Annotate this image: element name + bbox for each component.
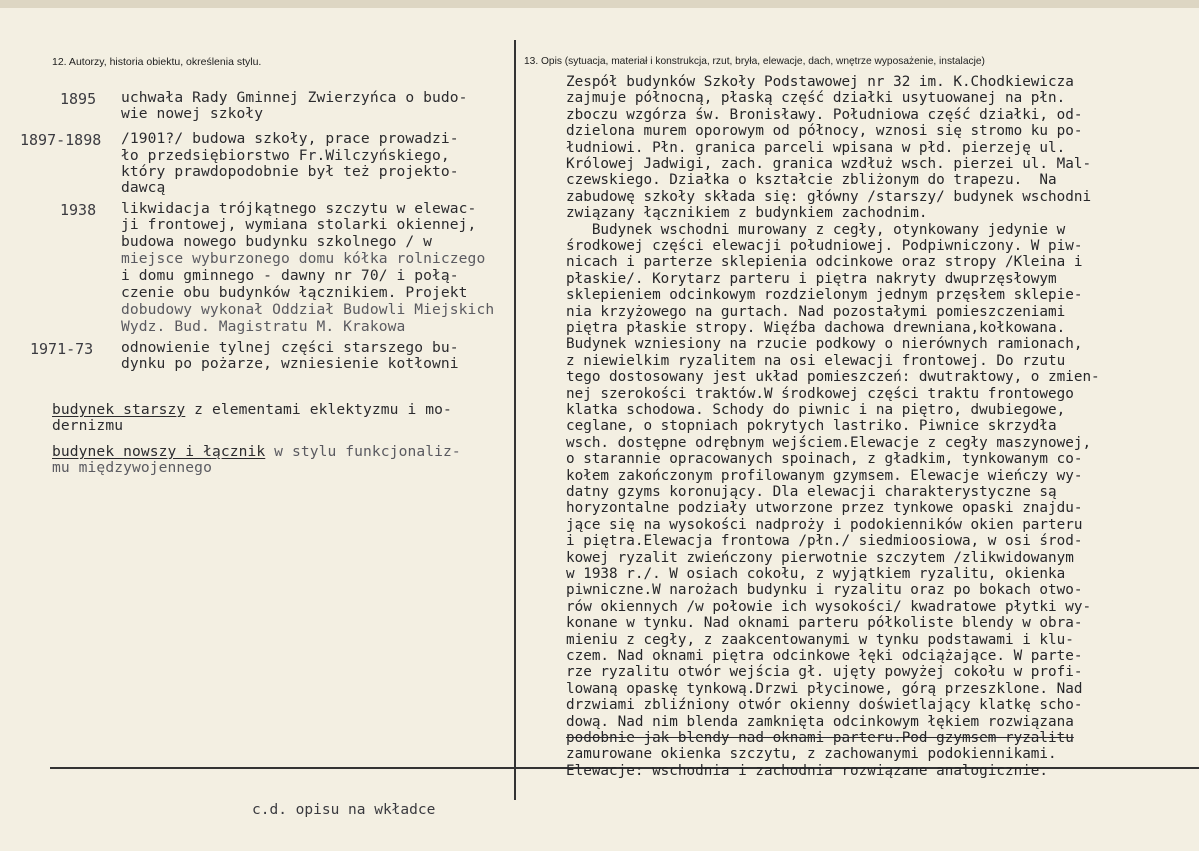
description-line: wsch. dostępne odrębnym wejściem.Elewacje z cegły maszynowej, — [566, 434, 1092, 451]
history-line: Wydz. Bud. Magistratu M. Krakowa — [121, 318, 406, 335]
history-line: ło przedsiębiorstwo Fr.Wilczyńskiego, — [121, 147, 450, 164]
description-line: o starannie opracowanych spoinach, z gładkim, tynkowanym co- — [566, 451, 1083, 468]
description-line: tego dostosowany jest układ pomieszczeń: dwutraktowy, o zmien- — [566, 369, 1100, 386]
style-entry-line2: dernizmu — [52, 417, 124, 434]
description-line: lowaną opaskę tynkową.Drzwi płycinowe, górą przeszklone. Nad — [566, 680, 1083, 697]
history-line: wie nowej szkoły — [121, 105, 264, 122]
description-line: Budynek wschodni murowany z cegły, otynkowany jedynie w — [566, 221, 1066, 238]
history-line: dynku po pożarze, wzniesienie kotłowni — [121, 355, 459, 372]
history-line: likwidacja trójkątnego szczytu w elewac- — [121, 200, 477, 217]
description-line: zamurowane okienka szczytu, z zachowanymi podokiennikami. — [566, 746, 1057, 763]
style-text: w stylu funkcjonaliz- — [265, 443, 461, 460]
style-subject: budynek starszy — [52, 401, 186, 418]
description-line: Budynek wzniesiony na rzucie podkowy o nierównych ramionach, — [566, 336, 1083, 353]
section-13-header: 13. Opis (sytuacja, materiał i konstrukcja, rzut, bryła, elewacje, dach, wnętrze wyposażenie, instalacje) — [524, 56, 985, 67]
description-line: jące się na wysokości nadproży i podokienników okien parteru — [566, 516, 1083, 533]
description-line: piwniczne.W narożach budynku i ryzalitu oraz po bokach otwo- — [566, 582, 1083, 599]
description-line: dzielona murem oporowym od północy, wznosi się stromo ku po- — [566, 123, 1083, 140]
description-line: w 1938 r./. W osiach cokołu, z wyjątkiem ryzalitu, okienka — [566, 566, 1066, 582]
style-subject: budynek nowszy i łącznik — [52, 443, 266, 460]
description-line: podobnie jak blendy nad oknami parteru.Pod gzymsem ryzalitu — [566, 730, 1074, 746]
description-line: Elewacje: wschodnia i zachodnia rozwiązane analogicznie. — [566, 762, 1049, 779]
description-line: rów okiennych /w połowie ich wysokości/ kwadratowe płytki wy- — [566, 598, 1092, 615]
history-line: który prawdopodobnie był też projekto- — [121, 163, 459, 180]
description-line: kołem zakończonym profilowanym gzymsem. Elewacje wieńczy wy- — [566, 467, 1083, 484]
description-line: łudniowi. Płn. granica parceli wpisana w płd. pierzeję ul. — [566, 139, 1066, 156]
description-line: mieniu z cegły, z zaakcentowanymi w tynku podstawami i klu- — [566, 631, 1074, 648]
column-divider — [514, 40, 516, 800]
history-line: ji frontowej, wymiana stolarki okiennej, — [121, 216, 477, 233]
history-line: odnowienie tylnej części starszego bu- — [121, 339, 459, 356]
description-line: sklepieniem odcinkowym rozdzielonym jednym przęsłem sklepie- — [566, 287, 1083, 304]
description-line: zajmuje północną, płaską część działki usytuowanej na płn. — [566, 90, 1066, 107]
description-line: klatka schodowa. Schody do piwnic i na piętro, dwubiegowe, — [566, 402, 1066, 418]
section-12-header: 12. Autorzy, historia obiektu, określenia stylu. — [52, 56, 262, 68]
paper-edge — [0, 0, 1199, 8]
history-year: 1971-73 — [30, 340, 94, 358]
history-line: uchwała Rady Gminnej Zwierzyńca o budo- — [121, 89, 468, 106]
style-entry — [52, 402, 452, 418]
history-line: miejsce wyburzonego domu kółka rolniczego — [121, 250, 486, 267]
history-line: dawcą — [121, 179, 166, 196]
description-line: związany łącznikiem z budynkiem zachodnim. — [566, 205, 928, 222]
description-line: drzwiami zbliźniony otwór okienny doświetlający klatkę scho- — [566, 697, 1083, 714]
description-line: Królowej Jadwigi, zach. granica wzdłuż wsch. pierzei ul. Mal- — [566, 156, 1092, 172]
history-year: 1897-1898 — [20, 131, 102, 149]
description-line: rze ryzalitu otwór wejścia gł. ujęty powyżej cokołu w profi- — [566, 664, 1083, 681]
description-line: zboczu wzgórza św. Bronisławy. Południowa część działki, od- — [566, 106, 1083, 123]
description-line: datny gzyms koronujący. Dla elewacji charakterystyczne są — [566, 484, 1057, 500]
history-year: 1895 — [60, 90, 97, 108]
description-line: horyzontalne podziały utworzone przez tynkowe opaski znajdu- — [566, 500, 1083, 517]
history-line: i domu gminnego - dawny nr 70/ i połą- — [121, 267, 459, 284]
history-line: /1901?/ budowa szkoły, prace prowadzi- — [121, 130, 459, 147]
description-line: nej szerokości traktów.W środkowej części traktu frontowego — [566, 385, 1074, 402]
history-line: dobudowy wykonał Oddział Budowli Miejskich — [121, 301, 495, 318]
description-line: z niewielkim ryzalitem na osi elewacji frontowej. Do rzutu — [566, 352, 1066, 369]
description-line: Zespół budynków Szkoły Podstawowej nr 32 im. K.Chodkiewicza — [566, 74, 1074, 90]
description-line: czewskiego. Działka o kształcie zbliżonym do trapezu. Na — [566, 172, 1057, 189]
style-text: z elementami eklektyzmu i mo- — [185, 401, 452, 418]
style-entry-line2: mu międzywojennego — [52, 459, 212, 476]
history-line: czenie obu budynków łącznikiem. Projekt — [121, 284, 468, 301]
description-line: kowej ryzalit zwieńczony pierwotnie szczytem /zlikwidowanym — [566, 549, 1074, 566]
history-year: 1938 — [60, 201, 97, 219]
continuation-note: c.d. opisu na wkładce — [252, 802, 436, 818]
description-line: konane w tynku. Nad oknami parteru półkoliste blendy w obra- — [566, 615, 1083, 632]
description-line: nia krzyżowego na gurtach. Nad pozostałymi pomieszczeniami — [566, 303, 1066, 320]
description-line: ceglane, o stopniach pokrytych lastriko. Piwnice skrzydła — [566, 418, 1057, 435]
description-line: płaskie/. Korytarz parteru i piętra nakryty dwuprzęsłowym — [566, 270, 1057, 287]
description-line: czem. Nad oknami piętra odcinkowe łęki odciążające. W parte- — [566, 648, 1083, 664]
description-line: nicach i parterze sklepienia odcinkowe oraz stropy /Kleina i — [566, 254, 1083, 271]
style-entry — [52, 444, 461, 460]
description-line: i piętra.Elewacja frontowa /płn./ siedmioosiowa, w osi środ- — [566, 533, 1083, 550]
description-line: dową. Nad nim blenda zamknięta odcinkowym łękiem rozwiązana — [566, 713, 1074, 730]
description-line: zabudowę szkoły składa się: główny /starszy/ budynek wschodni — [566, 188, 1092, 205]
description-line: piętra płaskie stropy. Więźba dachowa drewniana,kołkowana. — [566, 320, 1066, 336]
description-line: środkowej części elewacji południowej. Podpiwniczony. W piw- — [566, 238, 1083, 254]
history-line: budowa nowego budynku szkolnego / w — [121, 233, 433, 250]
